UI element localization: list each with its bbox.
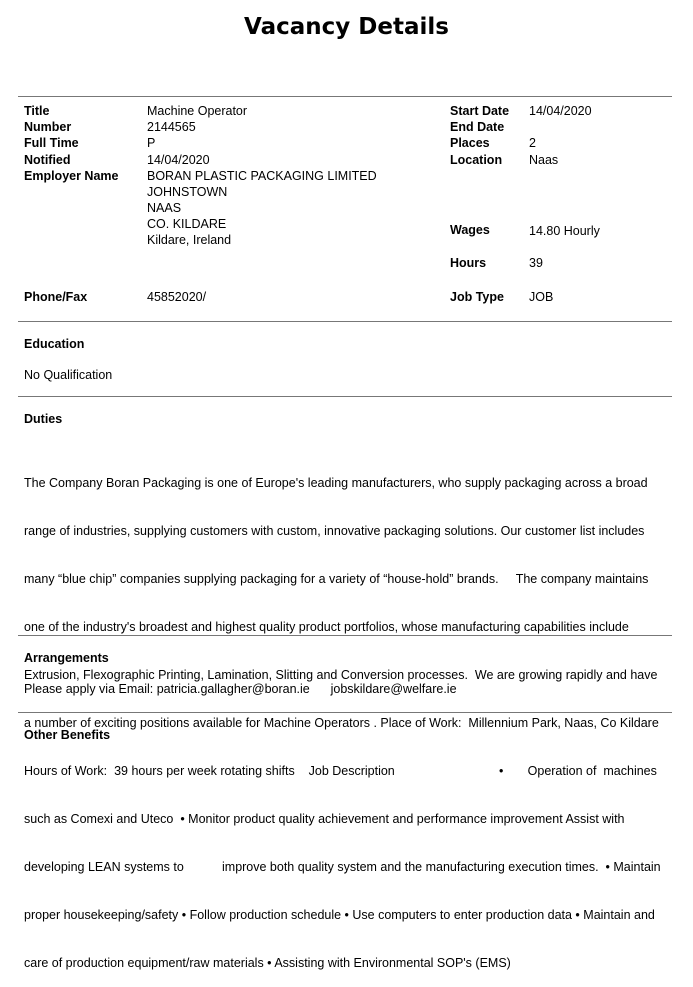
duties-line: care of production equipment/raw materials • Assisting with Environmental SOP's (EMS) — [24, 956, 511, 970]
phone-value: 45852020/ — [147, 290, 207, 304]
title-value: Machine Operator — [147, 104, 248, 118]
employer-label: Employer Name — [24, 169, 119, 183]
wages-value: 14.80 Hourly — [529, 224, 600, 238]
title-label: Title — [24, 104, 50, 118]
notified-value: 14/04/2020 — [147, 153, 210, 167]
start-date-label: Start Date — [450, 104, 510, 118]
duties-line: range of industries, supplying customers with custom, innovative packaging solutions. Our customer list includes — [24, 524, 645, 538]
fulltime-value: P — [147, 136, 156, 150]
duties-heading: Duties — [24, 412, 63, 426]
page-title: Vacancy Details — [244, 14, 449, 40]
duties-line: Hours of Work: 39 hours per week rotating shifts Job Description • Operation of machines — [24, 764, 657, 778]
duties-line: The Company Boran Packaging is one of Europe's leading manufacturers, who supply packaging across a broad — [24, 476, 648, 490]
employer-line: Kildare, Ireland — [147, 233, 232, 247]
fulltime-label: Full Time — [24, 136, 79, 150]
duties-line: a number of exciting positions available for Machine Operators . Place of Work: Millennium Park, Naas, Co Kildare — [24, 716, 659, 730]
places-value: 2 — [529, 136, 536, 150]
jobtype-value: JOB — [529, 290, 554, 304]
location-label: Location — [450, 153, 503, 167]
jobtype-label: Job Type — [450, 290, 504, 304]
divider — [18, 96, 672, 97]
duties-line: developing LEAN systems to improve both quality system and the manufacturing execution times. • Maintain — [24, 860, 661, 874]
arrangements-text: Please apply via Email: patricia.gallagher@boran.ie jobskildare@welfare.ie — [24, 682, 457, 696]
start-date-value: 14/04/2020 — [529, 104, 592, 118]
divider — [18, 635, 672, 636]
duties-line: Extrusion, Flexographic Printing, Lamination, Slitting and Conversion processes. We are growing rapidly and have — [24, 668, 658, 682]
arrangements-heading: Arrangements — [24, 651, 109, 665]
location-value: Naas — [529, 153, 559, 167]
number-value: 2144565 — [147, 120, 196, 134]
phone-label: Phone/Fax — [24, 290, 88, 304]
employer-line: CO. KILDARE — [147, 217, 227, 231]
duties-text — [24, 443, 664, 987]
employer-line: NAAS — [147, 201, 182, 215]
education-heading: Education — [24, 337, 85, 351]
employer-address — [147, 168, 377, 248]
hours-value: 39 — [529, 256, 543, 270]
hours-label: Hours — [450, 256, 487, 270]
employer-line: JOHNSTOWN — [147, 185, 228, 199]
duties-line: such as Comexi and Uteco • Monitor product quality achievement and performance improvement Assist with — [24, 812, 625, 826]
duties-line: many “blue chip” companies supplying packaging for a variety of “house-hold” brands. The company maintains — [24, 572, 649, 586]
wages-label: Wages — [450, 223, 490, 237]
education-text: No Qualification — [24, 368, 113, 382]
duties-line: one of the industry's broadest and highest quality product portfolios, whose manufacturing capabilities include — [24, 620, 629, 634]
divider — [18, 712, 672, 713]
other-benefits-heading: Other Benefits — [24, 728, 111, 742]
duties-line: proper housekeeping/safety • Follow production schedule • Use computers to enter production data • Maintain and — [24, 908, 655, 922]
divider — [18, 321, 672, 322]
divider — [18, 396, 672, 397]
end-date-label: End Date — [450, 120, 505, 134]
places-label: Places — [450, 136, 490, 150]
employer-line: BORAN PLASTIC PACKAGING LIMITED — [147, 169, 377, 183]
notified-label: Notified — [24, 153, 71, 167]
number-label: Number — [24, 120, 72, 134]
